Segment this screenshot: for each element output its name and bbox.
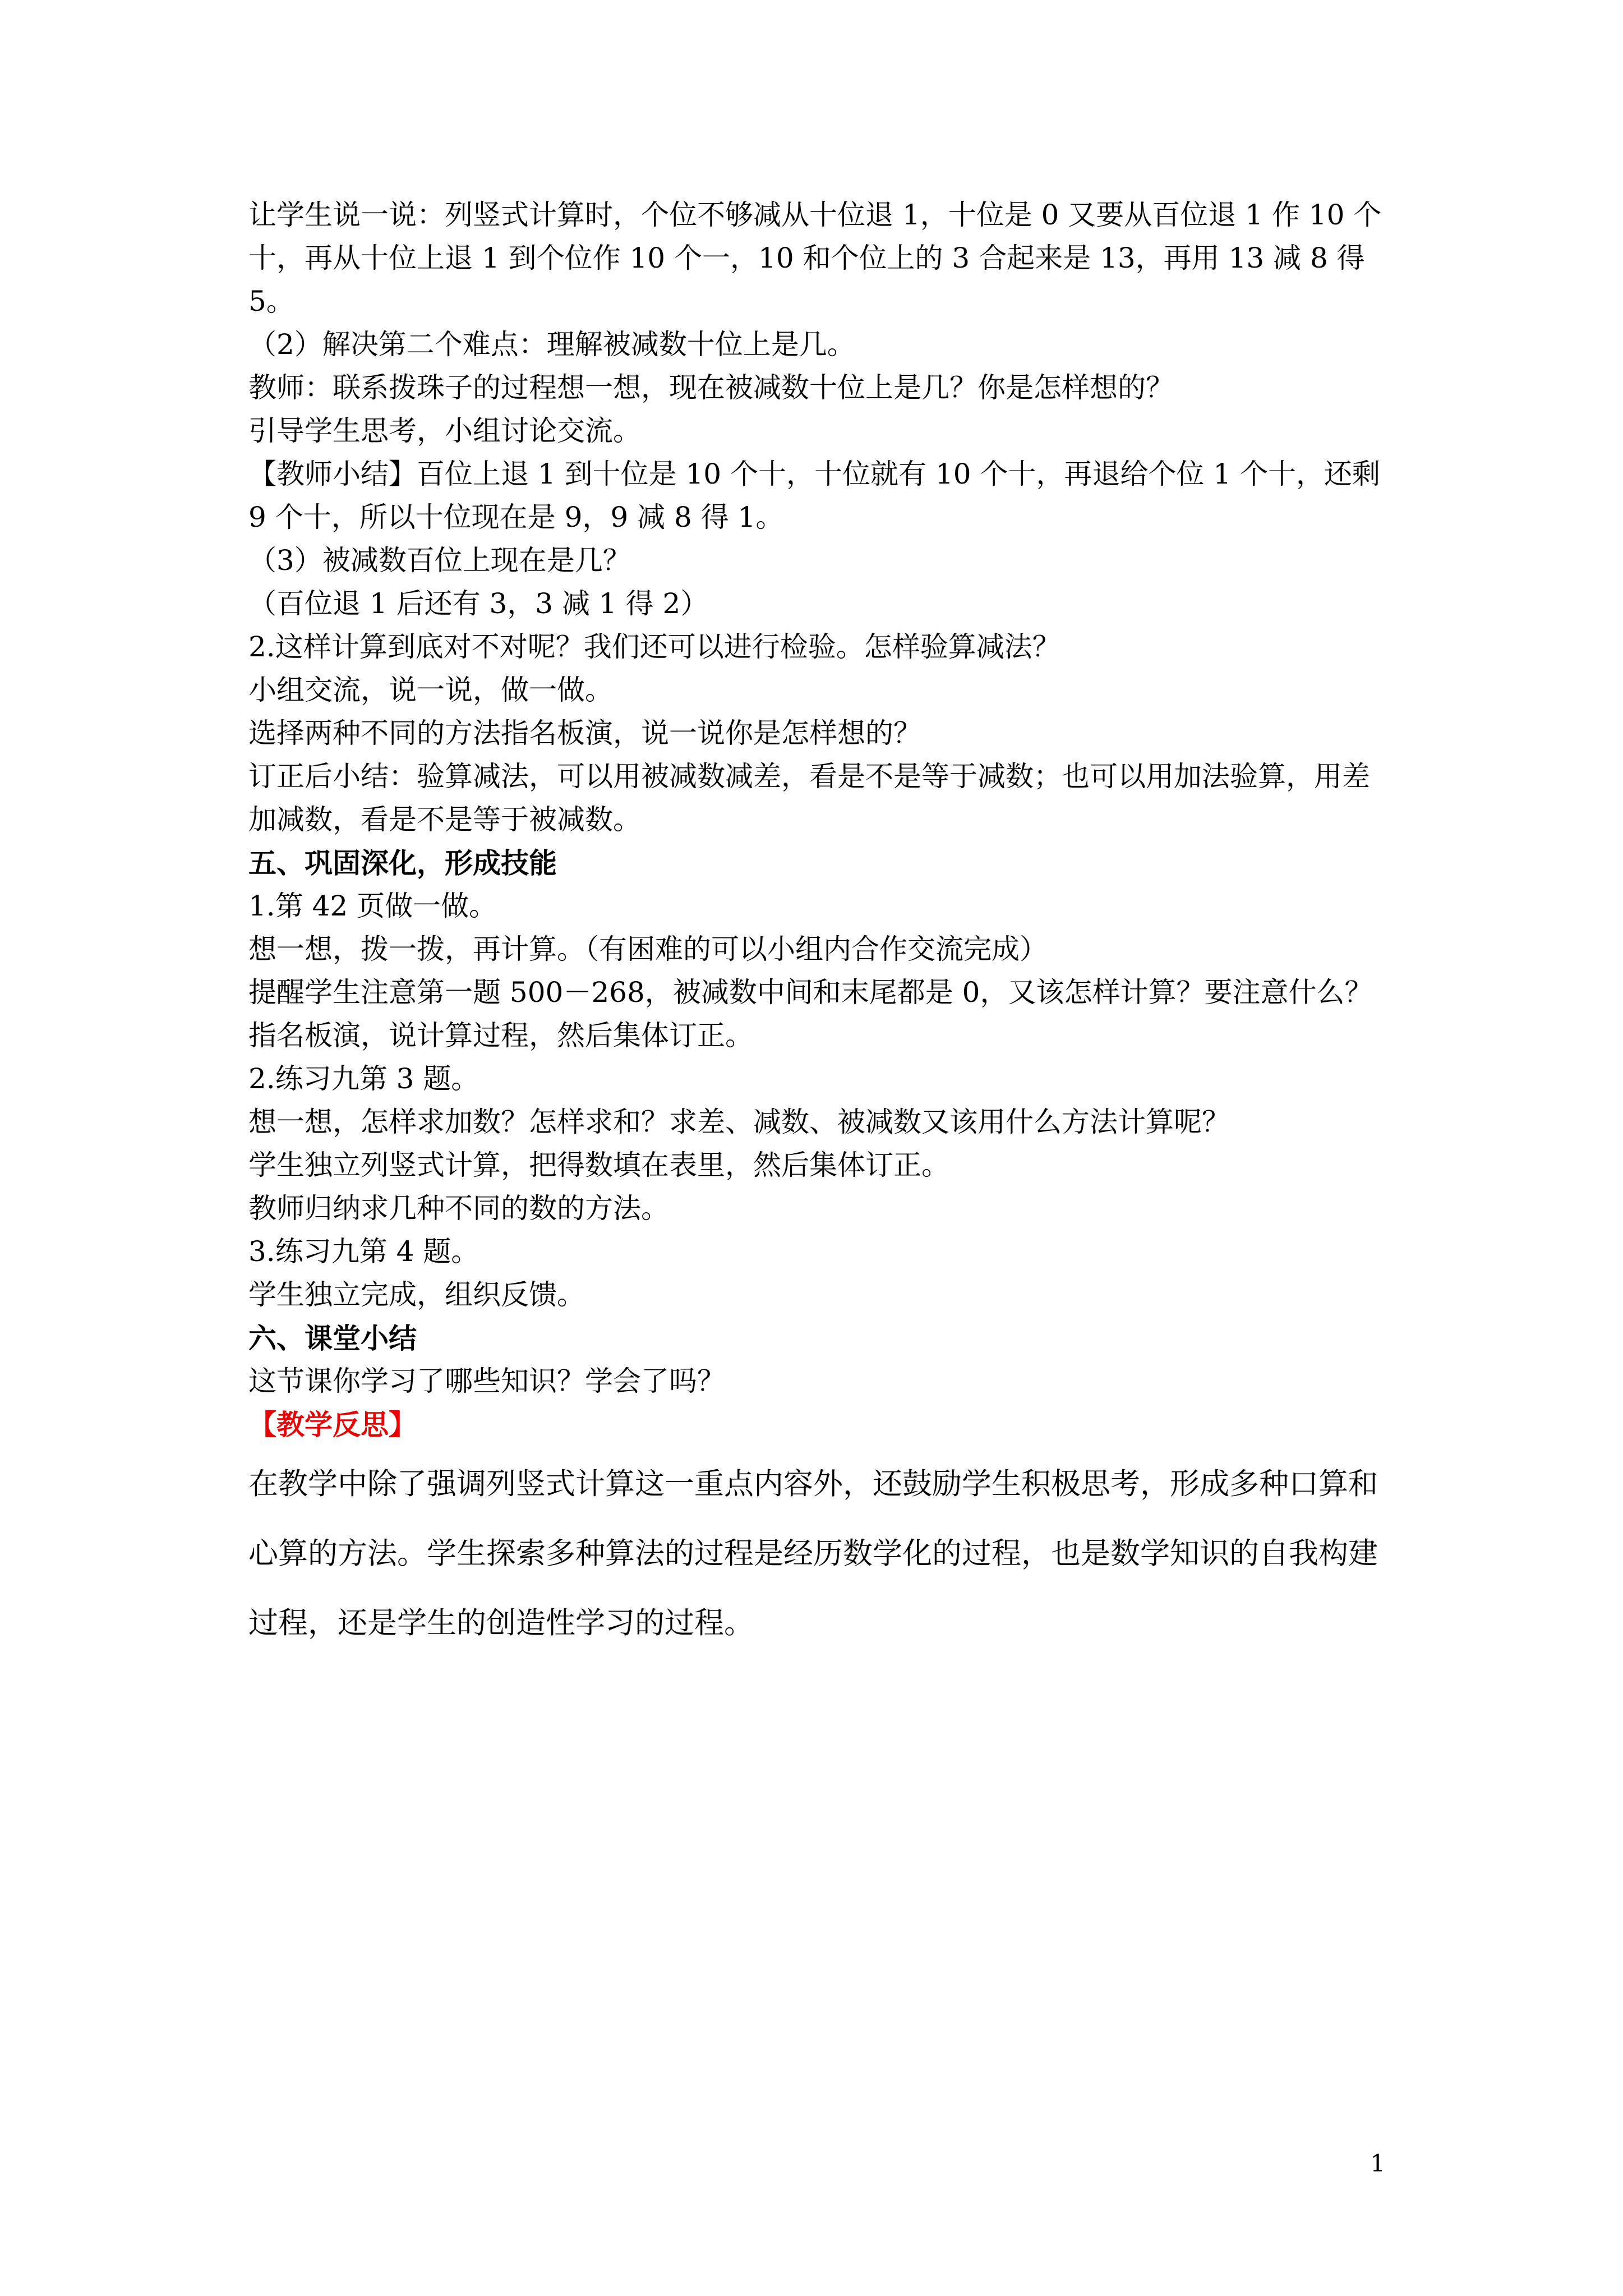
paragraph: （百位退 1 后还有 3，3 减 1 得 2） [248,587,709,620]
paragraph: （3）被减数百位上现在是几？ [248,544,631,577]
section-line: 这节课你学习了哪些知识？学会了吗？ [248,1365,725,1397]
section-line: 指名板演，说计算过程，然后集体订正。 [248,1019,753,1052]
page-content [248,194,1393,1658]
paragraph: 教师：联系拨珠子的过程想一想，现在被减数十位上是几？你是怎样想的？ [248,371,1174,404]
reflection-block [248,1450,1393,1658]
page-number: 1 [1370,2150,1385,2177]
paragraph: 小组交流，说一说，做一做。 [248,674,613,706]
section-line: 2.练习九第 3 题。 [248,1062,479,1095]
section-heading: 六、课堂小结 [248,1322,417,1355]
paragraph: 让学生说一说：列竖式计算时，个位不够减从十位退 1，十位是 0 又要从百位退 1 作 10 个十，再从十位上退 1 到个位作 10 个一，10 和个位上的 3 合起来是 13，再用 13 减 8 得 5。 [248,199,1382,318]
paragraph: 【教师小结】百位上退 1 到十位是 10 个十，十位就有 10 个十，再退给个位 1 个十，还剩 9 个十，所以十位现在是 9，9 减 8 得 1。 [248,458,1381,533]
paragraph: 2.这样计算到底对不对呢？我们还可以进行检验。怎样验算减法？ [248,631,1061,663]
paragraph: 订正后小结：验算减法，可以用被减数减差，看是不是等于减数；也可以用加法验算，用差加减数，看是不是等于被减数。 [248,760,1370,836]
reflection-text: 在教学中除了强调列竖式计算这一重点内容外，还鼓励学生积极思考，形成多种口算和心算的方法。学生探索多种算法的过程是经历数学化的过程，也是数学知识的自我构建过程，还是学生的创造性学习的过程。 [248,1467,1378,1640]
section-line: 学生独立列竖式计算，把得数填在表里，然后集体订正。 [248,1149,949,1181]
section-line: 学生独立完成，组织反馈。 [248,1278,585,1311]
paragraph: 引导学生思考，小组讨论交流。 [248,415,641,447]
paragraph: （2）解决第二个难点：理解被减数十位上是几。 [248,328,855,361]
section-line: 3.练习九第 4 题。 [248,1235,479,1268]
section-line: 提醒学生注意第一题 500－268，被减数中间和末尾都是 0，又该怎样计算？要注意什么？ [248,976,1373,1009]
section-line: 想一想，拨一拨，再计算。（有困难的可以小组内合作交流完成） [248,933,1048,965]
section-line: 想一想，怎样求加数？怎样求和？求差、减数、被减数又该用什么方法计算呢？ [248,1106,1230,1138]
paragraph: 选择两种不同的方法指名板演，说一说你是怎样想的？ [248,717,921,749]
section-line: 1.第 42 页做一做。 [248,890,497,922]
reflection-heading: 【教学反思】 [248,1408,417,1441]
section-heading: 五、巩固深化，形成技能 [248,846,557,880]
section-line: 教师归纳求几种不同的数的方法。 [248,1192,669,1225]
